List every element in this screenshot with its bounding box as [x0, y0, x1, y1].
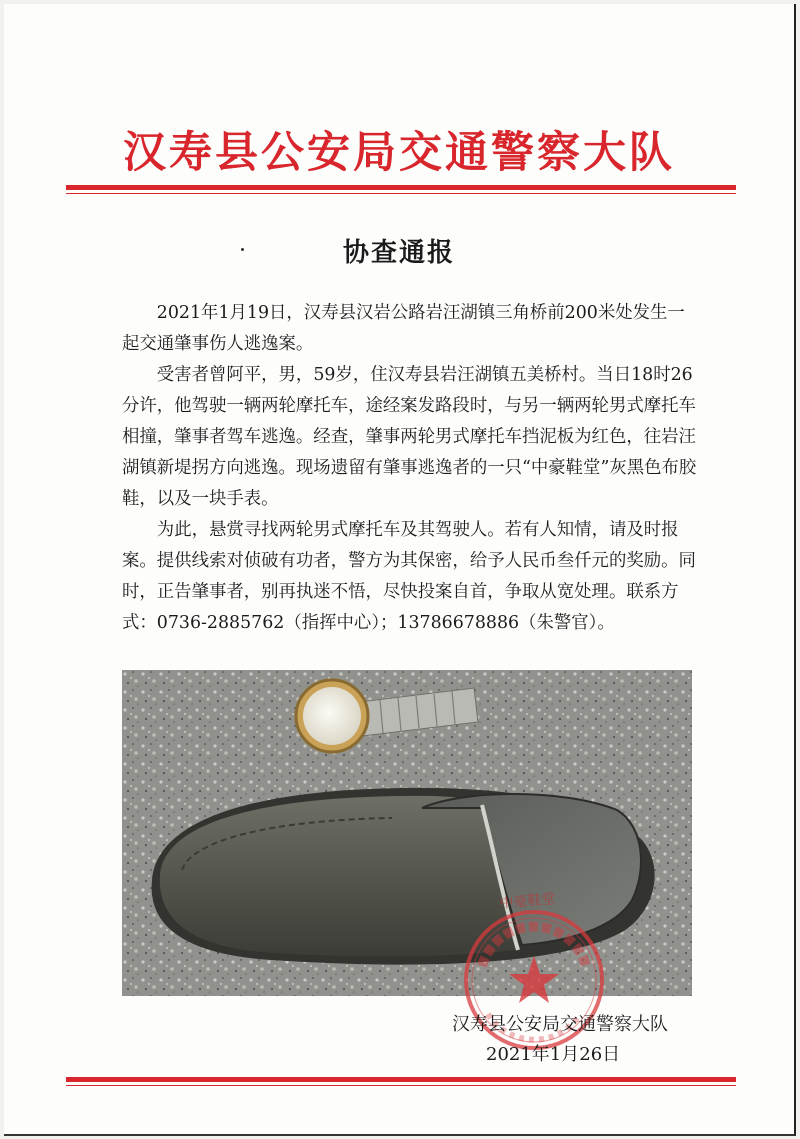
agency-header-title: 汉寿县公安局交通警察大队 — [123, 128, 675, 178]
footer-red-rule — [66, 1077, 736, 1082]
shoe-brand-label: 中豪鞋堂 — [498, 891, 557, 912]
paragraph-incident: 2021年1月19日，汉寿县汉岩公路岩汪湖镇三角桥前200米处发生一起交通肇事伤人逃逸案。 — [122, 303, 685, 354]
notice-body — [122, 298, 698, 639]
header-red-rule-thin — [66, 193, 736, 194]
document-sheet — [4, 4, 796, 1136]
paragraph-reward: 为此，悬赏寻找两轮男式摩托车及其驾驶人。若有人知情，请及时报案。提供线索对侦破有功者，警方为其保密，给予人民币叁仟元的奖励。同时，正告肇事者，别再执迷不悟，尽快投案自首，争取从宽处理。联系方式：0736-2885762（指挥中心）；13786678886（朱警官）。 — [122, 520, 696, 633]
header-red-rule — [66, 185, 736, 190]
paragraph-victim: 受害者曾阿平，男，59岁，住汉寿县岩汪湖镇五美桥村。当日18时26分许，他驾驶一辆两轮摩托车，途经案发路段时，与另一辆两轮男式摩托车相撞，肇事者驾车逃逸。经查，肇事两轮男式摩托车挡泥板为红色，往岩汪湖镇新堤拐方向逃逸。现场遗留有肇事逃逸者的一只“中豪鞋堂”灰黑色布胶鞋，以及一块手表。 — [122, 365, 697, 509]
footer-red-rule-thin — [66, 1085, 736, 1086]
watch-face — [303, 687, 361, 745]
notice-title: 协查通报 — [342, 238, 455, 268]
issuer-signature: 汉寿县公安局交通警察大队 — [452, 1014, 668, 1035]
issue-date: 2021年1月26日 — [486, 1044, 621, 1065]
